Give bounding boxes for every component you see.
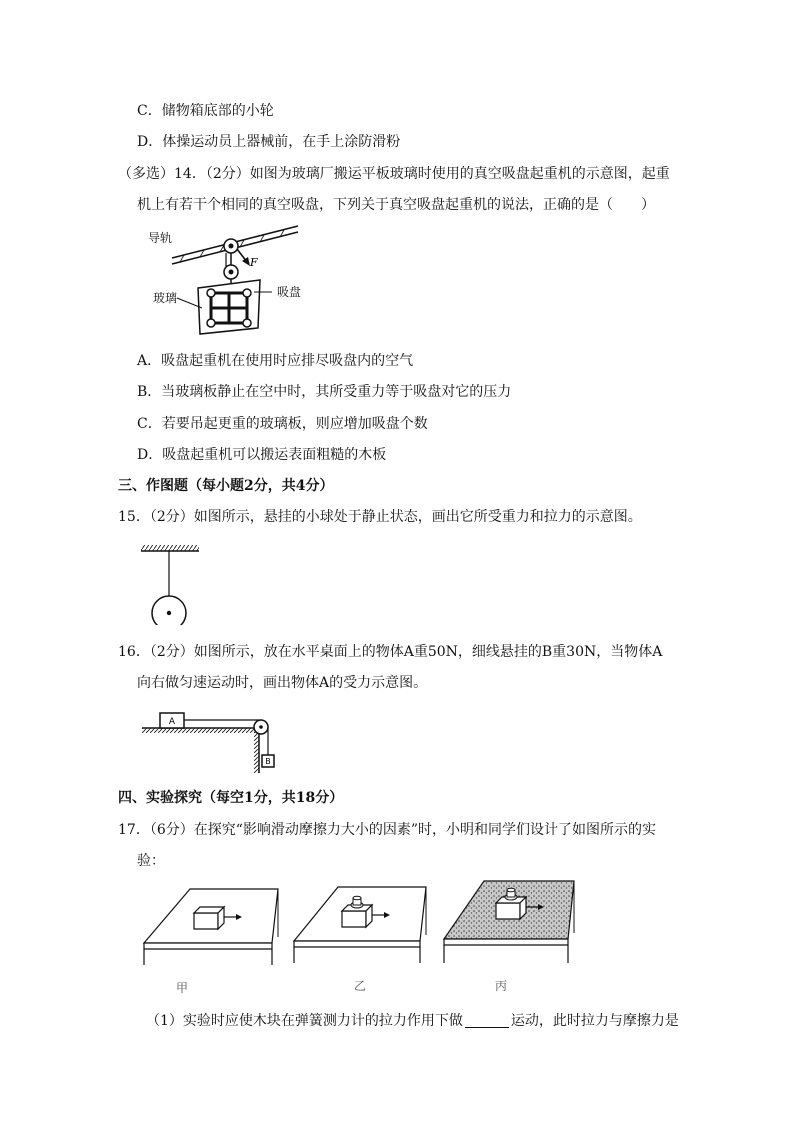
panel-jia-label: 甲 (176, 981, 189, 995)
q16-stem-line1: 16．（2分）如图所示，放在水平桌面上的物体A重50N，细线悬挂的B重30N，当物体A (118, 644, 663, 660)
q14-option-c: C．若要吊起更重的玻璃板，则应增加吸盘个数 (137, 416, 428, 432)
block-a-label: A (168, 717, 176, 727)
sucker-frame (207, 289, 251, 327)
q17-sub1-after: 运动，此时拉力与摩擦力是 (510, 1013, 679, 1029)
q17-sub1-before: （1）实验时应使木块在弹簧测力计的拉力作用下做 (146, 1013, 463, 1029)
q14-option-d: D．吸盘起重机可以搬运表面粗糙的木板 (137, 447, 387, 463)
q17-experiment-figures (138, 875, 578, 975)
q13-option-c: C．储物箱底部的小轮 (137, 103, 274, 119)
glass-label: 玻璃 (153, 291, 178, 305)
panel-bing (444, 881, 574, 963)
block-b-label: B (265, 757, 271, 766)
section3-heading: 三、作图题（每小题2分，共4分） (118, 478, 334, 494)
force-label: F (250, 256, 258, 269)
q17-sub1 (146, 1011, 679, 1031)
sucker-label: 吸盘 (277, 285, 302, 299)
q13-option-d: D．体操运动员上器械前，在手上涂防滑粉 (137, 134, 401, 150)
panel-yi-label: 乙 (354, 979, 367, 993)
q14-stem-line2: 机上有若干个相同的真空吸盘，下列关于真空吸盘起重机的说法，正确的是（ ） (137, 197, 655, 213)
rail-label: 导轨 (148, 231, 173, 245)
q16-stem-line2: 向右做匀速运动时，画出物体A的受力示意图。 (137, 675, 428, 691)
q15-hanging-ball-figure (138, 543, 208, 625)
ball (152, 596, 186, 625)
panel-jia (144, 889, 278, 965)
panel-yi (294, 887, 426, 963)
panel-bing-label: 丙 (495, 979, 508, 993)
q14-stem-line1: （多选）14．（2分）如图为玻璃厂搬运平板玻璃时使用的真空吸盘起重机的示意图，起重 (118, 166, 670, 182)
q17-stem-line2: 验： (137, 853, 165, 869)
q15-stem: 15．（2分）如图所示，悬挂的小球处于静止状态，画出它所受重力和拉力的示意图。 (118, 509, 642, 525)
q14-option-a: A．吸盘起重机在使用时应排尽吸盘内的空气 (137, 353, 414, 369)
force-arrow (237, 249, 250, 266)
section4-heading: 四、实验探究（每空1分，共18分） (118, 790, 344, 806)
q14-option-b: B．当玻璃板静止在空中时，其所受重力等于吸盘对它的压力 (137, 384, 512, 400)
pulley (224, 239, 238, 279)
q16-table-pulley-figure (138, 705, 278, 775)
q17-stem-line1: 17．（6分）在探究“影响滑动摩擦力大小的因素”时，小明和同学们设计了如图所示的实 (118, 822, 657, 838)
answer-blank[interactable] (465, 1013, 509, 1028)
